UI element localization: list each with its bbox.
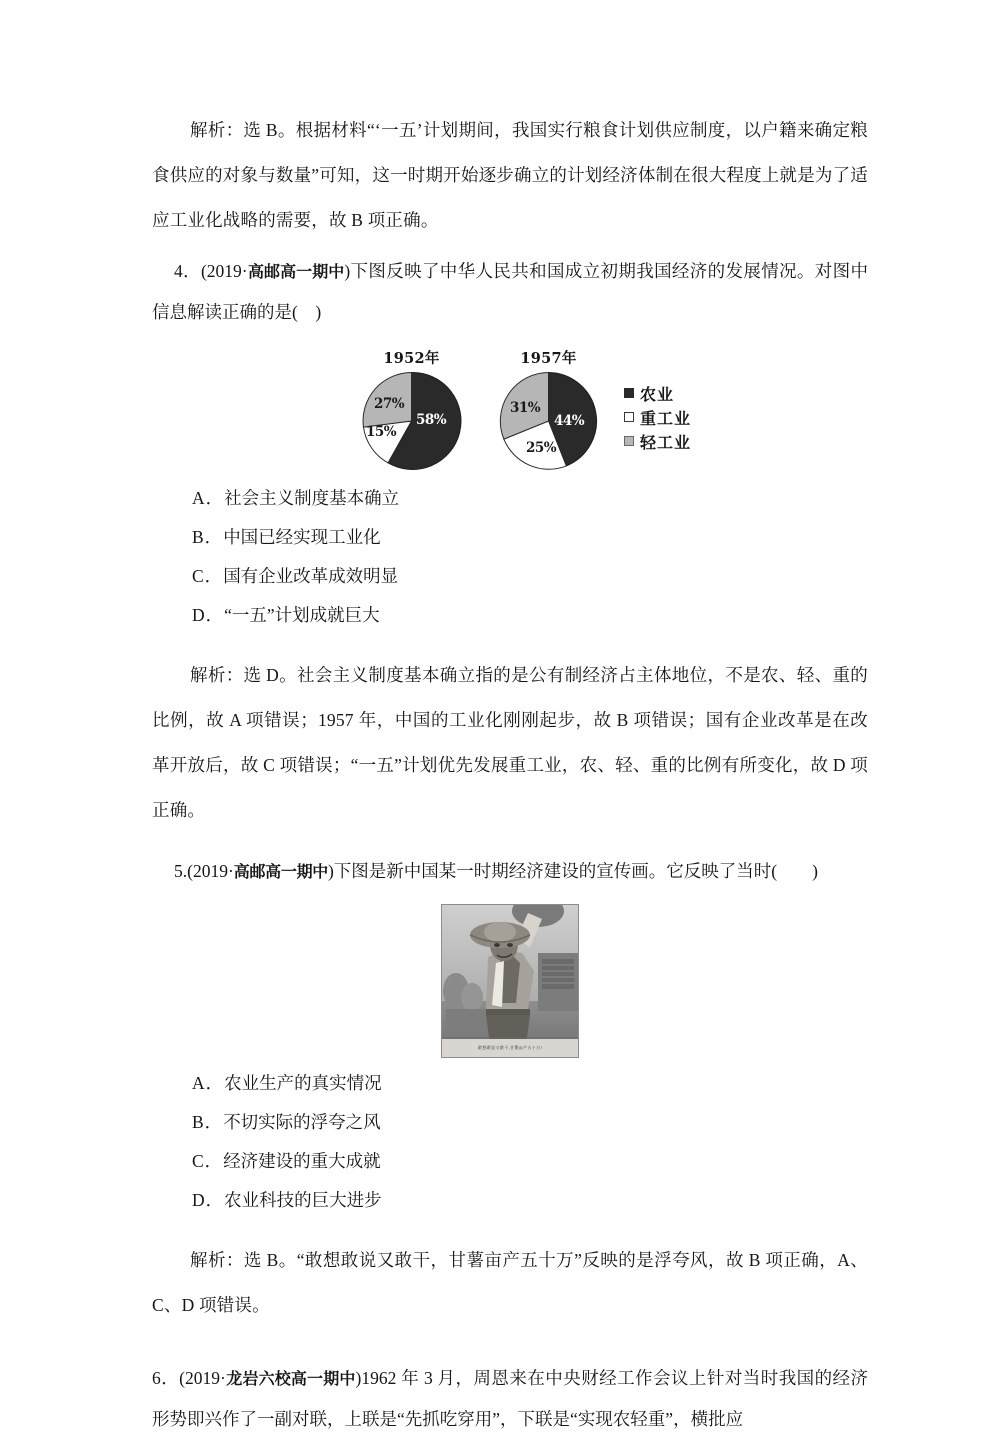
legend-item-light-industry bbox=[624, 429, 764, 453]
pie-chart-1957-graphic bbox=[497, 372, 600, 470]
question-5-option-b[interactable] bbox=[152, 1103, 868, 1142]
question-4-option-a[interactable] bbox=[152, 479, 868, 518]
question-4-source: 高邮高一期中 bbox=[247, 262, 345, 281]
option-c-label: C． bbox=[192, 1151, 224, 1171]
legend-swatch-black-icon bbox=[624, 388, 634, 398]
question-6-stem bbox=[152, 1358, 868, 1440]
pie-chart-legend bbox=[624, 381, 764, 453]
legend-swatch-gray-icon bbox=[624, 436, 634, 446]
option-c-label: C． bbox=[192, 566, 224, 586]
option-d-text: “一五”计划成就巨大 bbox=[224, 605, 380, 625]
option-d-label: D． bbox=[192, 1190, 225, 1210]
option-a-label: A． bbox=[192, 488, 225, 508]
option-d-text: 农业科技的巨大进步 bbox=[224, 1190, 382, 1210]
question-5-option-d[interactable] bbox=[152, 1181, 868, 1220]
poster-artwork bbox=[442, 905, 578, 1057]
question-4-text: 下图反映了中华人民共和国成立初期我国经济的发展情况。对图中信息解读正确的是( bbox=[152, 261, 869, 322]
question-6-source: 龙岩六校高一期中 bbox=[225, 1369, 356, 1388]
pie-chart-1957 bbox=[497, 347, 600, 470]
pie-chart-1957-title: 1957年 bbox=[520, 350, 577, 367]
question-5-option-c[interactable] bbox=[152, 1142, 868, 1181]
option-a-text: 社会主义制度基本确立 bbox=[224, 488, 400, 508]
question-4-option-b[interactable] bbox=[152, 518, 868, 557]
option-d-label: D． bbox=[192, 605, 225, 625]
question-4-option-c[interactable] bbox=[152, 557, 868, 596]
question-4-option-d[interactable] bbox=[152, 596, 868, 635]
pie-chart-1952 bbox=[360, 347, 463, 470]
question-5-answer-blank: ) bbox=[777, 861, 818, 881]
legend-label-light-industry: 轻工业 bbox=[640, 432, 692, 452]
poster-caption: 敢想敢说又敢干,甘薯亩产五十万! bbox=[442, 1039, 578, 1057]
question-4-stem bbox=[152, 251, 868, 333]
economy-pie-chart-figure bbox=[152, 347, 868, 473]
page-content bbox=[152, 108, 868, 1440]
option-b-text: 不切实际的浮夸之风 bbox=[223, 1112, 381, 1132]
question-5-number: 5. bbox=[174, 861, 188, 881]
question-5-source-open: (2019· bbox=[187, 861, 234, 881]
propaganda-poster-figure bbox=[152, 904, 868, 1058]
analysis-paragraph-q4: 解析：选 D。社会主义制度基本确立指的是公有制经济占主体地位，不是农、轻、重的比例，故 A 项错误；1957 年，中国的工业化刚刚起步，故 B 项错误；国有企业改革是在改革开放后，故 C 项错误；“一五”计划优先发展重工业，农、轻、重的比例有所变化，故 D 项正确。 bbox=[152, 665, 868, 820]
question-5-source-close: ) bbox=[327, 861, 334, 881]
option-a-label: A． bbox=[192, 1073, 225, 1093]
legend-item-agriculture bbox=[624, 381, 764, 405]
question-5-text: 下图是新中国某一时期经济建设的宣传画。它反映了当时( bbox=[333, 861, 778, 881]
analysis-paragraph-q5: 解析：选 B。“敢想敢说又敢干，甘薯亩产五十万”反映的是浮夸风，故 B 项正确，A、C、D 项错误。 bbox=[152, 1250, 868, 1315]
question-5-stem bbox=[152, 851, 868, 892]
question-6-source-close: ) bbox=[355, 1368, 362, 1388]
question-4-answer-blank: ) bbox=[297, 302, 322, 322]
legend-item-heavy-industry bbox=[624, 405, 764, 429]
legend-label-agriculture: 农业 bbox=[640, 384, 675, 404]
pie-1952-svg bbox=[360, 372, 463, 470]
analysis-paragraph-q3: 解析：选 B。根据材料“‘一五’计划期间，我国实行粮食计划供应制度，以户籍来确定粮食供应的对象与数量”可知，这一时期开始逐步确立的计划经济体制在很大程度上就是为了适应工业化战略的需要，故 B 项正确。 bbox=[152, 120, 868, 230]
option-c-text: 经济建设的重大成就 bbox=[223, 1151, 381, 1171]
question-4-source-open: (2019· bbox=[200, 261, 248, 281]
legend-label-heavy-industry: 重工业 bbox=[640, 408, 692, 428]
question-4-number: 4． bbox=[174, 261, 201, 281]
pie-1957-label-heavy-industry: 25% bbox=[526, 440, 557, 456]
option-b-label: B． bbox=[192, 1112, 224, 1132]
pie-1952-label-light-industry: 27% bbox=[374, 396, 405, 412]
option-b-text: 中国已经实现工业化 bbox=[223, 527, 381, 547]
question-6-number: 6． bbox=[152, 1368, 180, 1388]
option-b-label: B． bbox=[192, 527, 224, 547]
question-6-source-open: (2019· bbox=[179, 1368, 226, 1388]
pie-chart-1952-graphic bbox=[360, 372, 463, 470]
pie-1952-label-heavy-industry: 15% bbox=[366, 424, 397, 440]
question-5-option-a[interactable] bbox=[152, 1064, 868, 1103]
option-a-text: 农业生产的真实情况 bbox=[224, 1073, 382, 1093]
pie-1952-label-agriculture: 58% bbox=[416, 412, 447, 428]
option-c-text: 国有企业改革成效明显 bbox=[223, 566, 399, 586]
pie-chart-1952-title: 1952年 bbox=[383, 350, 440, 367]
question-4-source-close: ) bbox=[344, 261, 351, 281]
question-5-source: 高邮高一期中 bbox=[233, 862, 328, 881]
pie-1957-label-light-industry: 31% bbox=[510, 400, 541, 416]
legend-swatch-white-icon bbox=[624, 412, 634, 422]
pie-1957-label-agriculture: 44% bbox=[554, 413, 585, 429]
question-6-text: 1962 年 3 月，周恩来在中央财经工作会议上针对当时我国的经济形势即兴作了一副对联，上联是“先抓吃穿用”，下联是“实现农轻重”，横批应 bbox=[152, 1368, 869, 1429]
propaganda-poster-image bbox=[441, 904, 579, 1058]
